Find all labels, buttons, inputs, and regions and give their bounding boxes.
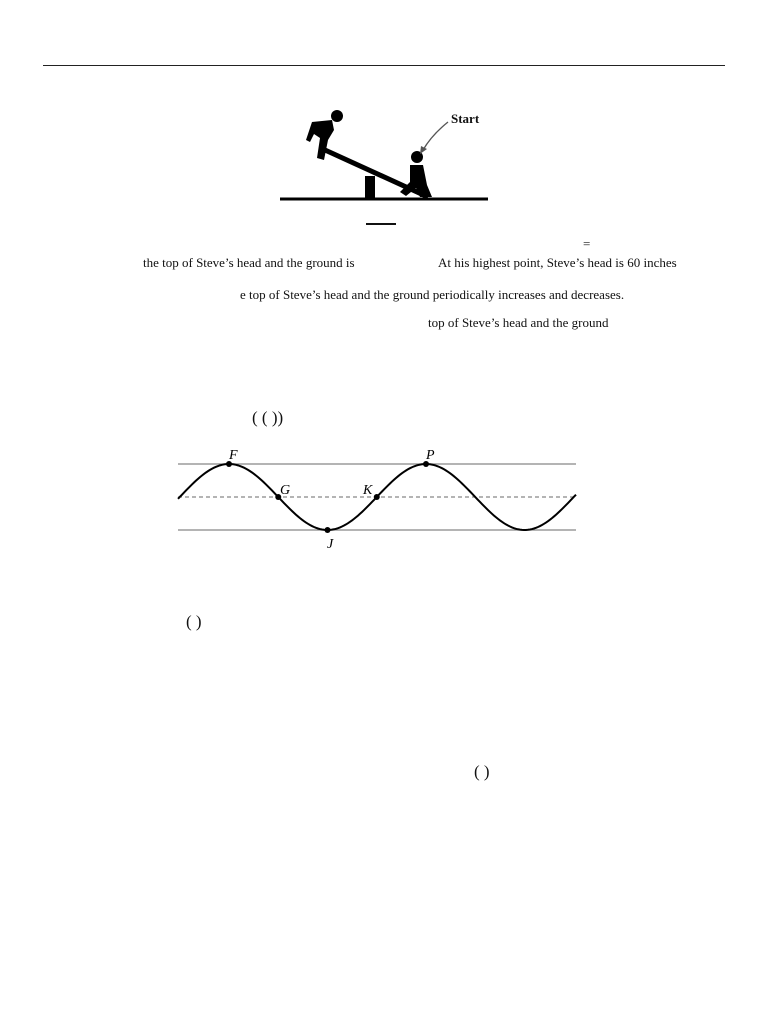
- text-line3: top of Steve’s head and the ground: [428, 315, 609, 330]
- arrow-head-icon: [420, 146, 427, 154]
- paren-group-2: ( ): [186, 612, 202, 631]
- paren-group-1: ( ( )): [252, 408, 284, 427]
- point-J: [325, 527, 331, 533]
- point-K: [374, 494, 380, 500]
- text-line1-right: At his highest point, Steve’s head is 60 inches: [438, 255, 677, 270]
- label-F: F: [229, 448, 238, 463]
- text-line1-left: the top of Steve’s head and the ground is: [143, 255, 355, 270]
- left-person-icon: [306, 110, 343, 160]
- start-arrow: [423, 122, 448, 150]
- label-G: G: [280, 483, 291, 498]
- text-line2: e top of Steve’s head and the ground periodically increases and decreases.: [240, 287, 625, 302]
- sinusoid-graph: [170, 440, 590, 555]
- label-K: K: [363, 483, 373, 498]
- label-P: P: [426, 448, 435, 463]
- top-rule: [43, 65, 725, 66]
- label-J: J: [327, 537, 334, 552]
- caption-dash: [366, 223, 396, 225]
- seesaw-illustration: [270, 100, 500, 210]
- start-label: Start: [451, 111, 480, 126]
- paren-group-3: ( ): [474, 762, 490, 781]
- fulcrum: [365, 176, 375, 198]
- equals-sign: =: [583, 236, 591, 251]
